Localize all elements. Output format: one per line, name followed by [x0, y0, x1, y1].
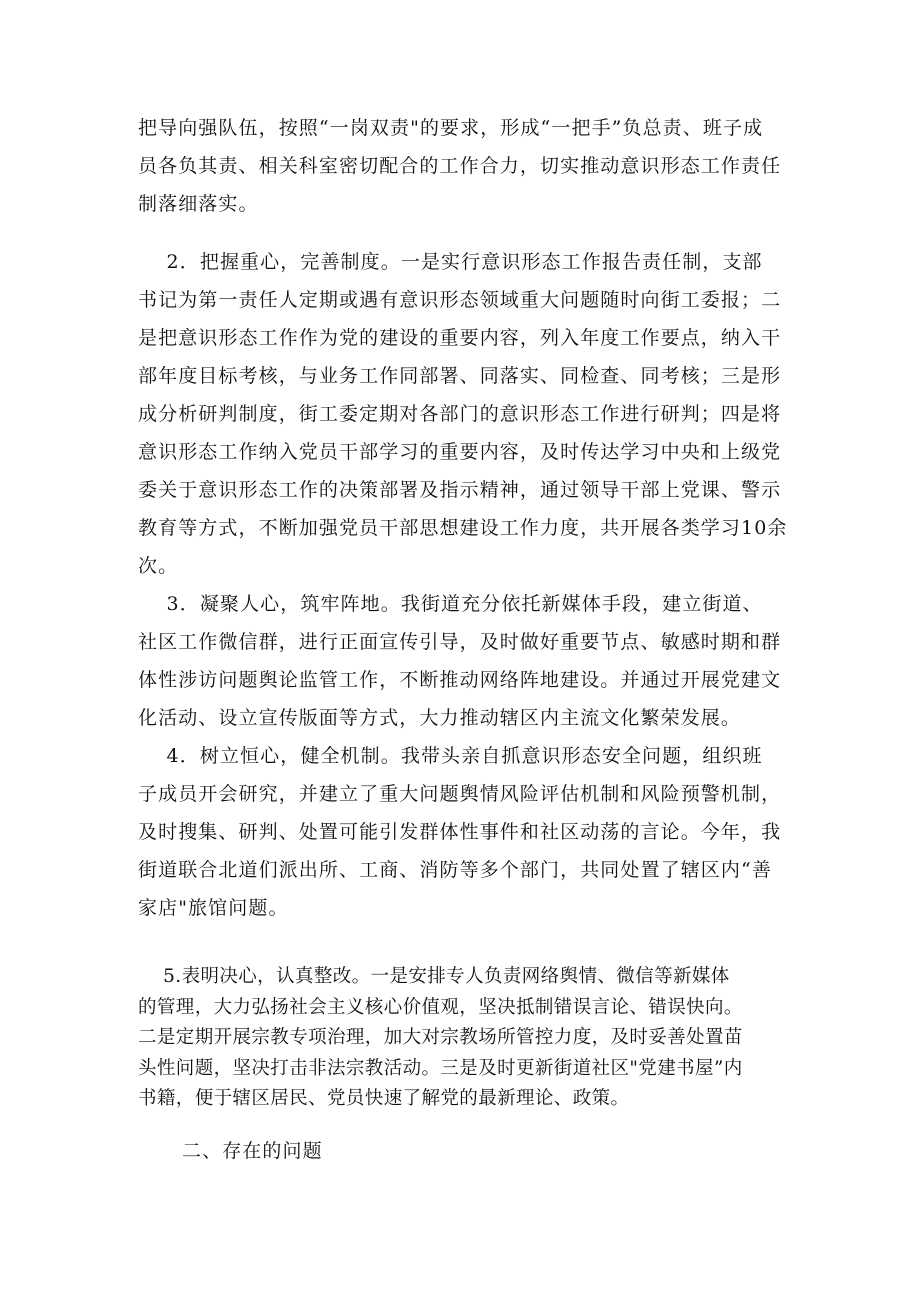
text-line: 5.表明决心，认真整改。一是安排专人负责网络舆情、微信等新媒体 — [138, 966, 730, 987]
paragraph-item-5 — [138, 962, 798, 1115]
paragraph-item-3 — [138, 585, 798, 737]
paragraph-intro — [138, 109, 798, 223]
text-line: 子成员开会研究，并建立了重大问题舆情风险评估机制和风险预警机制， — [138, 783, 782, 805]
text-line: 把导向强队伍，按照“一岗双责"的要求，形成“一把手”负总责、班子成 — [138, 117, 764, 139]
text-line: 二是定期开展宗教专项治理，加大对宗教场所管控力度，及时妥善处置苗 — [138, 1027, 743, 1048]
text-line: 委关于意识形态工作的决策部署及指示精神，通过领导干部上党课、警示 — [138, 479, 782, 501]
text-line: 头性问题，坚决打击非法宗教活动。三是及时更新街道社区"党建书屋”内 — [138, 1057, 743, 1079]
text-line: 社区工作微信群，进行正面宣传引导，及时做好重要节点、敏感时期和群 — [138, 631, 782, 653]
text-line: 2．把握重心，完善制度。一是实行意识形态工作报告责任制，支部 — [138, 251, 763, 273]
text-line: 3．凝聚人心，筑牢阵地。我街道充分依托新媒体手段，建立街道、 — [138, 593, 763, 615]
text-line: 书籍，便于辖区居民、党员快速了解党的最新理论、政策。 — [138, 1088, 630, 1109]
text-line: 意识形态工作纳入党员干部学习的重要内容，及时传达学习中央和上级党 — [138, 441, 782, 463]
text-line: 的管理，大力弘扬社会主义核心价值观，坚决抵制错误言论、错误快向。 — [138, 996, 743, 1018]
text-line: 街道联合北道们派出所、工商、消防等多个部门，共同处置了辖区内“善 — [138, 859, 772, 881]
text-line: 制落细落实。 — [138, 193, 259, 215]
text-line: 家店"旅馆问题。 — [138, 897, 289, 919]
text-line: 教育等方式，不断加强党员干部思想建设工作力度，共开展各类学习10余 — [138, 517, 788, 539]
paragraph-item-4 — [138, 737, 798, 927]
text-line: 次。 — [138, 555, 179, 577]
text-line: 4．树立恒心，健全机制。我带头亲自抓意识形态安全问题，组织班 — [138, 745, 763, 767]
text-line: 部年度目标考核，与业务工作同部署、同落实、同检查、同考核；三是形 — [138, 365, 782, 387]
text-line: 及时搜集、研判、处置可能引发群体性事件和社区动荡的言论。今年，我 — [138, 821, 782, 843]
text-line: 书记为第一责任人定期或遇有意识形态领域重大问题随时向街工委报；二 — [138, 289, 782, 311]
text-line: 是把意识形态工作作为党的建设的重要内容，列入年度工作要点，纳入干 — [138, 327, 782, 349]
text-line: 化活动、设立宣传版面等方式，大力推动辖区内主流文化繁荣发展。 — [138, 707, 742, 729]
paragraph-item-2 — [138, 243, 798, 585]
text-line: 体性涉访问题舆论监管工作，不断推动网络阵地建设。并通过开展党建文 — [138, 669, 782, 691]
section-heading: 二、存在的问题 — [182, 1140, 323, 1162]
text-line: 员各负其责、相关科室密切配合的工作合力，切实推动意识形态工作责任 — [138, 155, 782, 177]
text-line: 成分析研判制度，街工委定期对各部门的意识形态工作进行研判；四是将 — [138, 403, 782, 425]
